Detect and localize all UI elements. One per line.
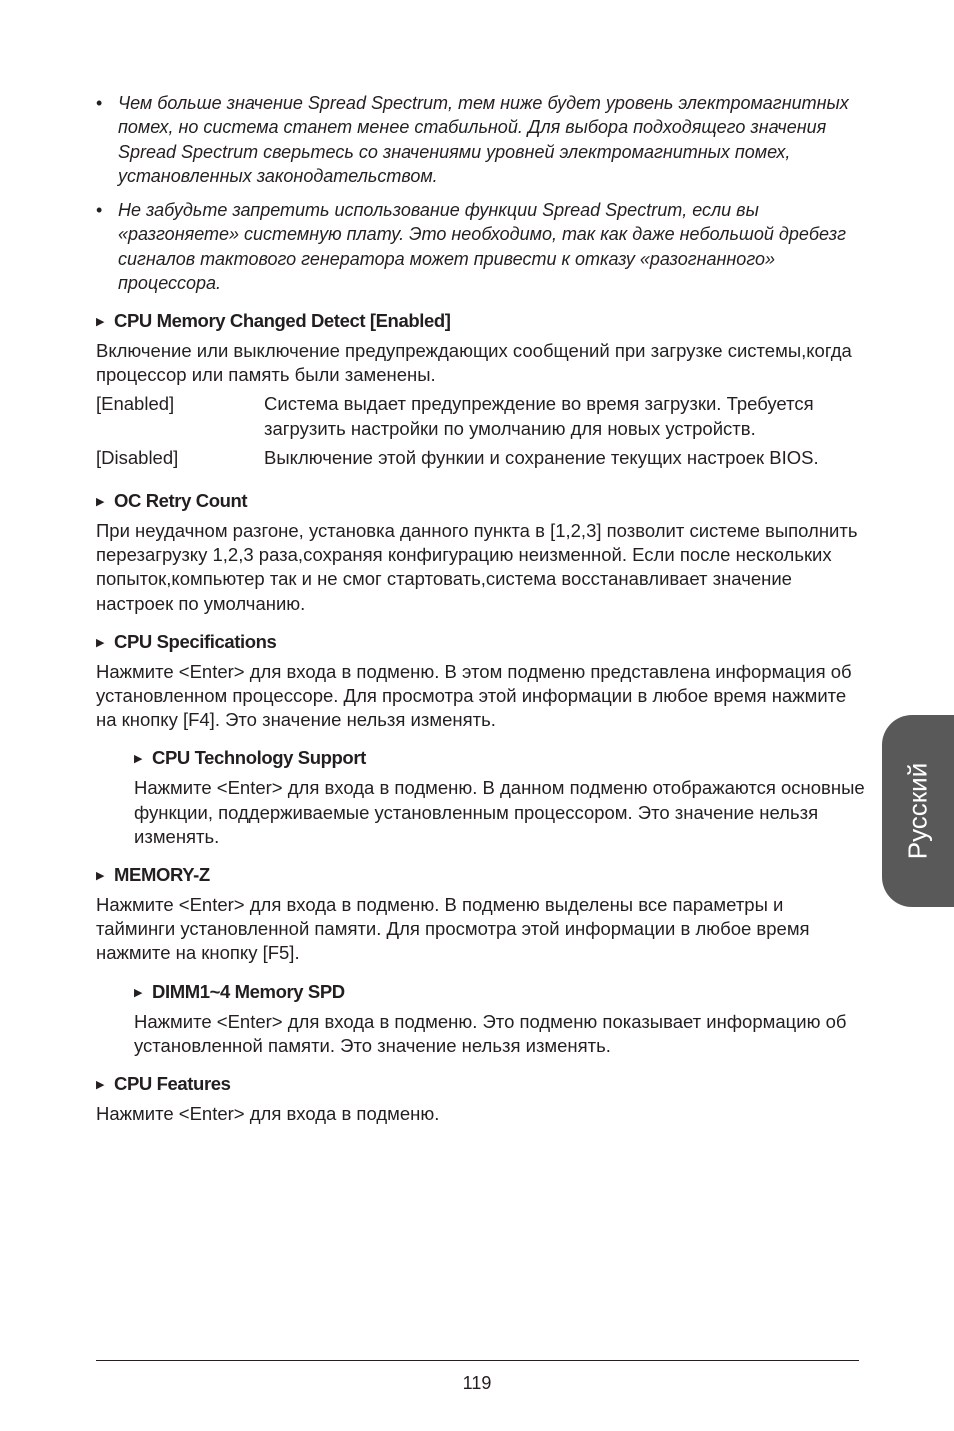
- option-value: Выключение этой функии и сохранение текущих настроек BIOS.: [264, 446, 819, 468]
- triangle-right-icon: ▶: [96, 316, 105, 328]
- option-table: [96, 392, 864, 475]
- section-description: При неудачном разгоне, установка данного пункта в [1,2,3] позволит системе выполнить перезагрузку 1,2,3 раза,сохраняя конфигурацию неизменной. Если после нескольких попыток,компьютер так и не смог стартовать,система восстанавливает значение настроек по умолчанию.: [96, 520, 858, 614]
- option-key: [Enabled]: [96, 393, 175, 415]
- triangle-right-icon: ▶: [96, 496, 105, 509]
- triangle-right-icon: ▶: [134, 753, 143, 766]
- section-description: Нажмите <Enter> для входа в подменю. В данном подменю отображаются основные функции, поддерживаемые установленным процессором. Это значение нельзя изменять.: [134, 777, 865, 847]
- section-heading-cpu-specifications: [96, 630, 866, 655]
- triangle-right-icon: ▶: [96, 870, 105, 883]
- section-description: Включение или выключение предупреждающих сообщений при загрузке системы,когда процессор или память были заменены.: [96, 340, 852, 386]
- note-bullet-text: Не забудьте запретить использование функции Spread Spectrum, если вы «разгоняете» системную плату. Это необходимо, так как даже небольшой дребезг сигналов тактового генератора может привести к отказу «разогнанного» процессора.: [118, 200, 847, 294]
- option-key: [Disabled]: [96, 446, 179, 468]
- section-title: OC Retry Count: [114, 490, 248, 512]
- section-title: CPU Technology Support: [152, 747, 366, 769]
- triangle-right-icon: ▶: [134, 986, 143, 999]
- option-row: [96, 446, 864, 475]
- section-heading-cpu-features: [96, 1072, 866, 1097]
- triangle-right-icon: ▶: [96, 636, 105, 649]
- section-title: CPU Specifications: [114, 630, 277, 652]
- section-description: Нажмите <Enter> для входа в подменю. В этом подменю представлена информация об установленном процессоре. Для просмотра этой информации в любое время нажмите на кнопку [F4]. Это значение нельзя изменять.: [96, 660, 852, 731]
- section-heading-cpu-memory-changed: [96, 309, 866, 334]
- note-bullet-list: [96, 91, 866, 305]
- language-side-tab: [882, 715, 954, 907]
- section-title: MEMORY-Z: [114, 864, 210, 886]
- section-heading-oc-retry: [96, 489, 866, 514]
- section-description: Нажмите <Enter> для входа в подменю. Это подменю показывает информацию об установленной памяти. Это значение нельзя изменять.: [134, 1010, 847, 1056]
- footer-divider: [96, 1360, 859, 1361]
- section-heading-dimm-memory-spd: [134, 980, 866, 1005]
- note-bullet-text: Чем больше значение Spread Spectrum, тем ниже будет уровень электромагнитных помех, но система станет менее стабильной. Для выбора подходящего значения Spread Spectrum сверьтесь со значениями уровней электромагнитных помех, установленных законодательством.: [118, 93, 849, 186]
- bios-settings-content: [96, 309, 866, 1140]
- section-title: CPU Memory Changed Detect [Enabled]: [114, 310, 451, 331]
- page-number: 119: [462, 1373, 492, 1393]
- section-title: CPU Features: [114, 1073, 231, 1095]
- triangle-right-icon: ▶: [96, 1079, 105, 1092]
- note-bullet-item: [96, 198, 866, 295]
- bullet-dot-icon: •: [96, 200, 103, 221]
- option-row: [96, 392, 864, 445]
- bullet-dot-icon: •: [96, 93, 103, 113]
- section-description: Нажмите <Enter> для входа в подменю.: [96, 1103, 440, 1125]
- option-value: Система выдает предупреждение во время загрузки. Требуется загрузить настройки по умолчанию для новых устройств.: [264, 393, 814, 439]
- section-description: Нажмите <Enter> для входа в подменю. В подменю выделены все параметры и тайминги установленной памяти. Для просмотра этой информации в любое время нажмите на кнопку [F5].: [96, 894, 810, 964]
- note-bullet-item: [96, 91, 866, 188]
- section-heading-memory-z: [96, 863, 866, 888]
- language-tab-label: Русский: [902, 762, 933, 860]
- section-heading-cpu-technology-support: [134, 746, 866, 771]
- section-title: DIMM1~4 Memory SPD: [152, 980, 345, 1002]
